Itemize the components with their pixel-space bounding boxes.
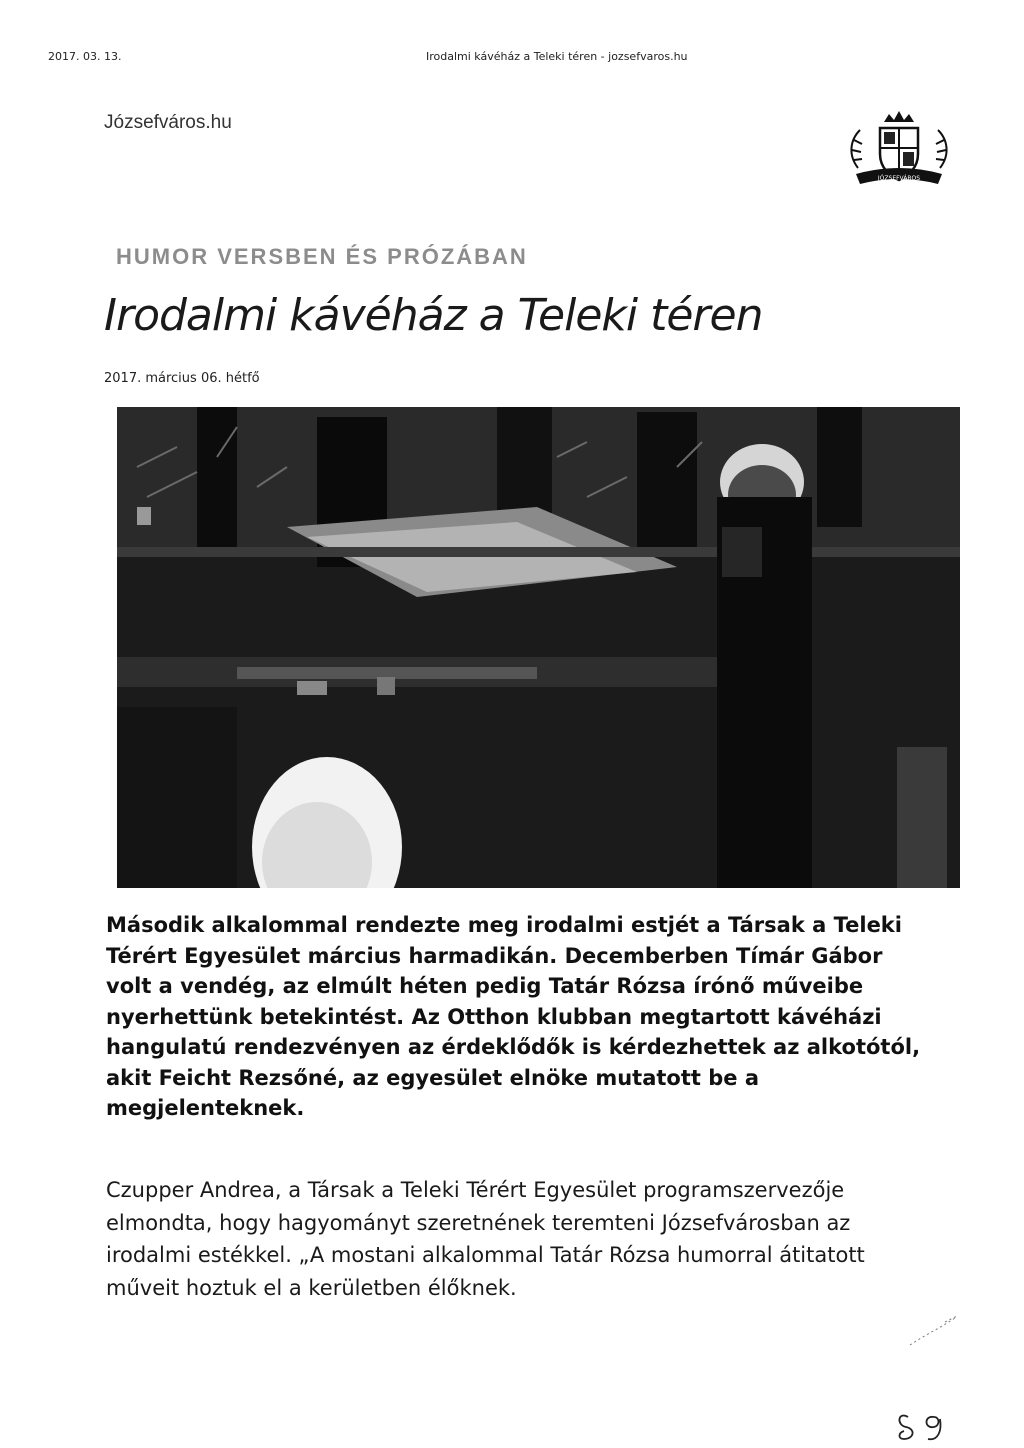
article-kicker: HUMOR VERSBEN ÉS PRÓZÁBAN (116, 244, 528, 269)
crest-ribbon-label: JÓZSEFVÁROS (877, 175, 921, 182)
handwritten-page-number (890, 1405, 960, 1445)
article-lead: Második alkalommal rendezte meg irodalmi estjét a Társak a Teleki Térért Egyesület március harmadikán. Decemberben Tímár Gábor volt a vendég, az elmúlt héten pedig Tatár Rózsa írónő műveibe nyerhettünk betekintést. Az Otthon klubban megtartott kávéházi hangulatú rendezvényen az érdeklődők is kérdezhettek az alkotótól, akit Feicht Rezsőné, az egyesület elnöke mutatott be a megjelenteknek. (106, 913, 921, 1120)
print-page-title: Irodalmi kávéház a Teleki téren - jozsefvaros.hu (426, 50, 688, 63)
page-number-text: 89 (890, 1405, 892, 1406)
article-body: Czupper Andrea, a Társak a Teleki Térért Egyesület programszervezője elmondta, hogy hagyományt szeretnének teremteni Józsefvárosban az irodalmi estékkel. „A mostani alkalommal Tatár Rózsa humorral átitatott műveit hoztuk el a kerületben élőknek. (106, 1178, 865, 1300)
site-name[interactable]: Józsefváros.hu (104, 112, 232, 133)
scribble-mark (905, 1310, 975, 1350)
article-date: 2017. március 06. hétfő (104, 371, 260, 386)
article-photo (117, 407, 960, 888)
coat-of-arms-logo (840, 100, 958, 188)
print-date: 2017. 03. 13. (48, 50, 122, 63)
article-title: Irodalmi kávéház a Teleki téren (104, 290, 763, 341)
